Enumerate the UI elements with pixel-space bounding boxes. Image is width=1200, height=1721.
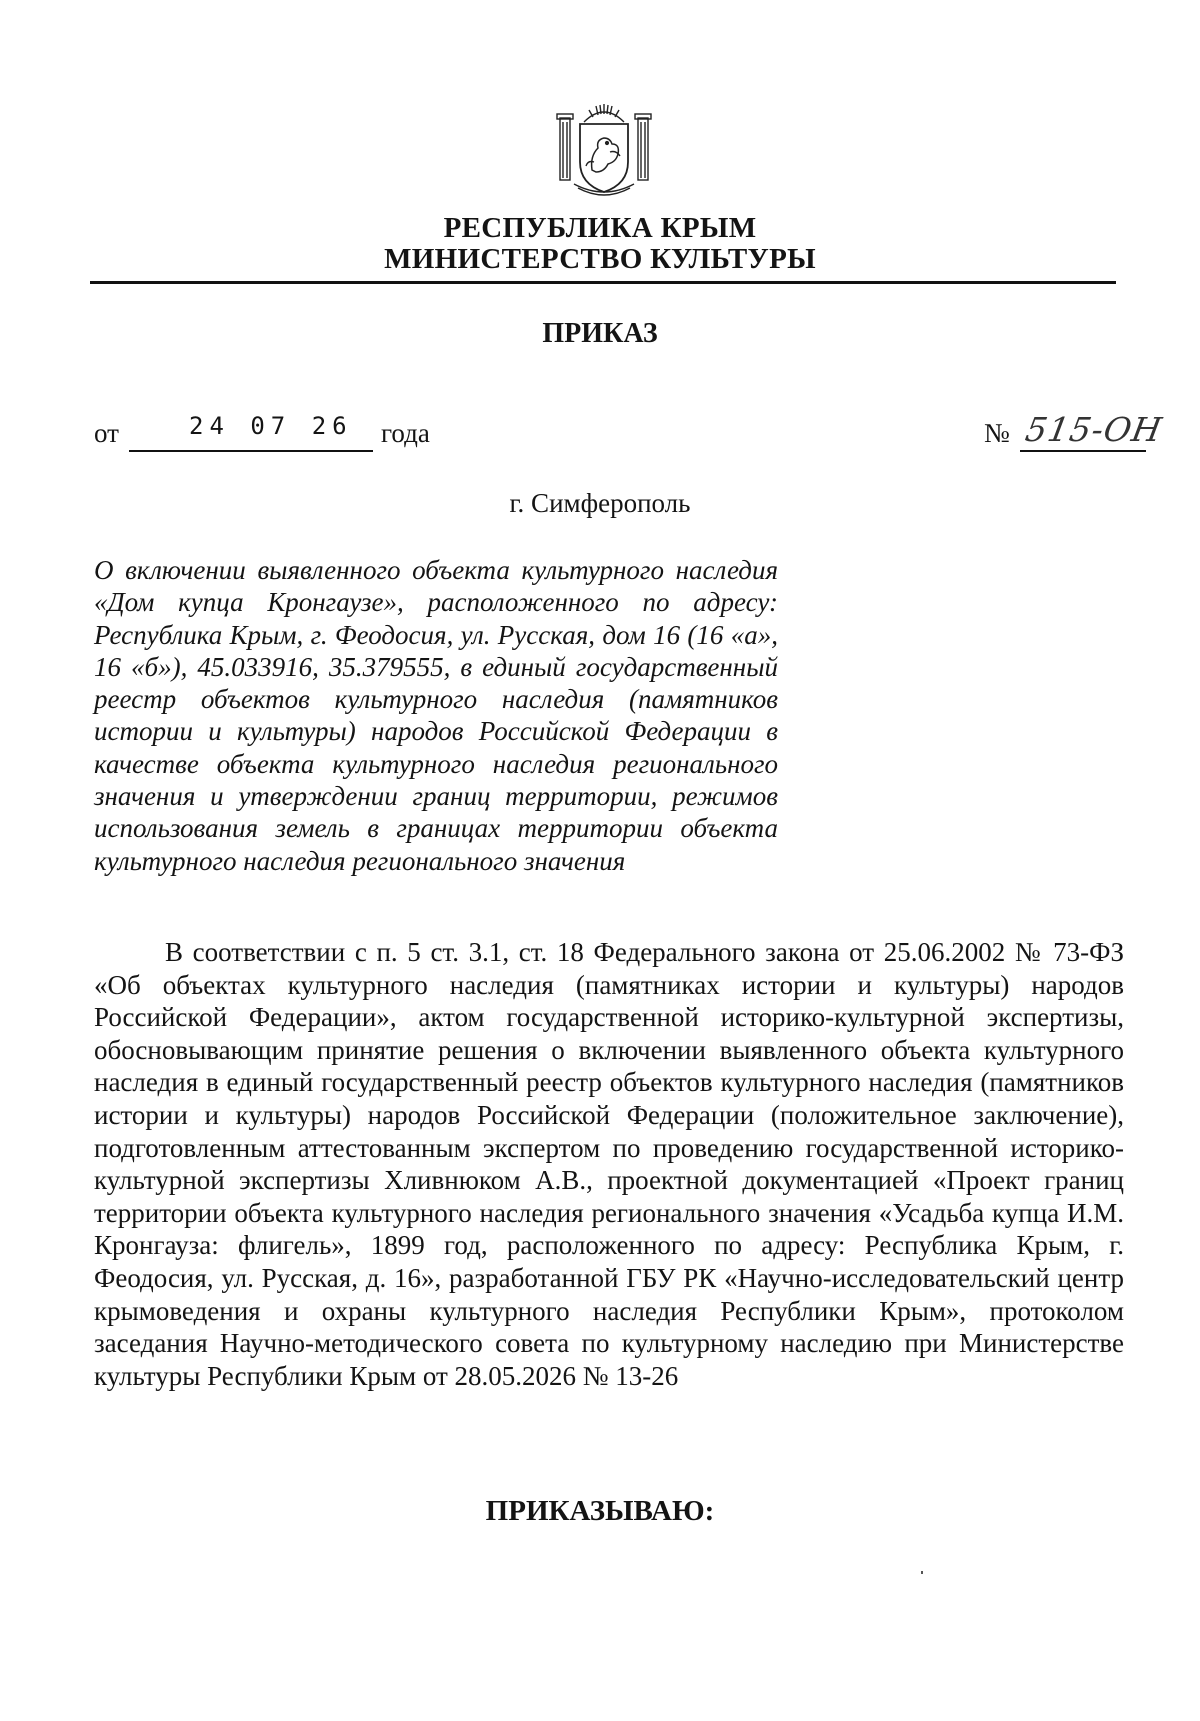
- order-subject: О включении выявленного объекта культурного наследия «Дом купца Кронгаузе», расположенного по адресу: Республика Крым, г. Феодосия, ул. Русская, дом 16 (16 «а», 16 «б»), 45.033916, 35.379555, в единый государственный реестр объектов культурного наследия (памятников истории и культуры) народов Российской Федерации в качестве объекта культурного наследия регионального значения и утверждении границ территории, режимов использования земель в границах территории объекта культурного наследия регионального значения: [94, 555, 778, 876]
- order-heading: ПРИКАЗЫВАЮ:: [485, 1495, 715, 1527]
- date-prefix: от: [94, 418, 119, 448]
- scan-speck: [921, 1571, 923, 1574]
- number-underline: [1020, 450, 1146, 452]
- date-suffix: года: [381, 418, 430, 448]
- number-field: [984, 410, 1184, 458]
- handwritten-number: 515-ОН: [1022, 410, 1166, 449]
- date-underline: [129, 450, 373, 452]
- document-title: ПРИКАЗ: [542, 318, 658, 349]
- ministry-name: МИНИСТЕРСТВО КУЛЬТУРЫ: [384, 243, 816, 275]
- header-divider: [90, 281, 1116, 284]
- preamble-paragraph: В соответствии с п. 5 ст. 3.1, ст. 18 Федерального закона от 25.06.2002 № 73-ФЗ «Об объектах культурного наследия (памятниках истории и культуры) народов Российской Федерации», актом государственной историко-культурной экспертизы, обосновывающим принятие решения о включении выявленного объекта культурного наследия в единый государственный реестр объектов культурного наследия (памятников истории и культуры) народов Российской Федерации (положительное заключение), подготовленным аттестованным экспертом по проведению государственной историко-культурной экспертизы Хливнюком А.В., проектной документацией «Проект границ территории объекта культурного наследия регионального значения «Усадьба купца И.М. Кронгауза: флигель», 1899 год, расположенного по адресу: Республика Крым, г. Феодосия, ул. Русская, д. 16», разработанной ГБУ РК «Научно-исследовательский центр крымоведения и охраны культурного наследия Республики Крым», протоколом заседания Научно-методического совета по культурному наследию при Министерстве культуры Республики Крым от 28.05.2026 № 13-26: [94, 937, 1124, 1391]
- republic-name: РЕСПУБЛИКА КРЫМ: [443, 212, 757, 244]
- date-field: [94, 412, 1134, 462]
- date-stamp: 24 07 26: [189, 412, 353, 440]
- city-name: г. Симферополь: [509, 488, 691, 518]
- crimea-coat-of-arms-icon: [550, 100, 658, 200]
- number-sign: №: [984, 418, 1010, 448]
